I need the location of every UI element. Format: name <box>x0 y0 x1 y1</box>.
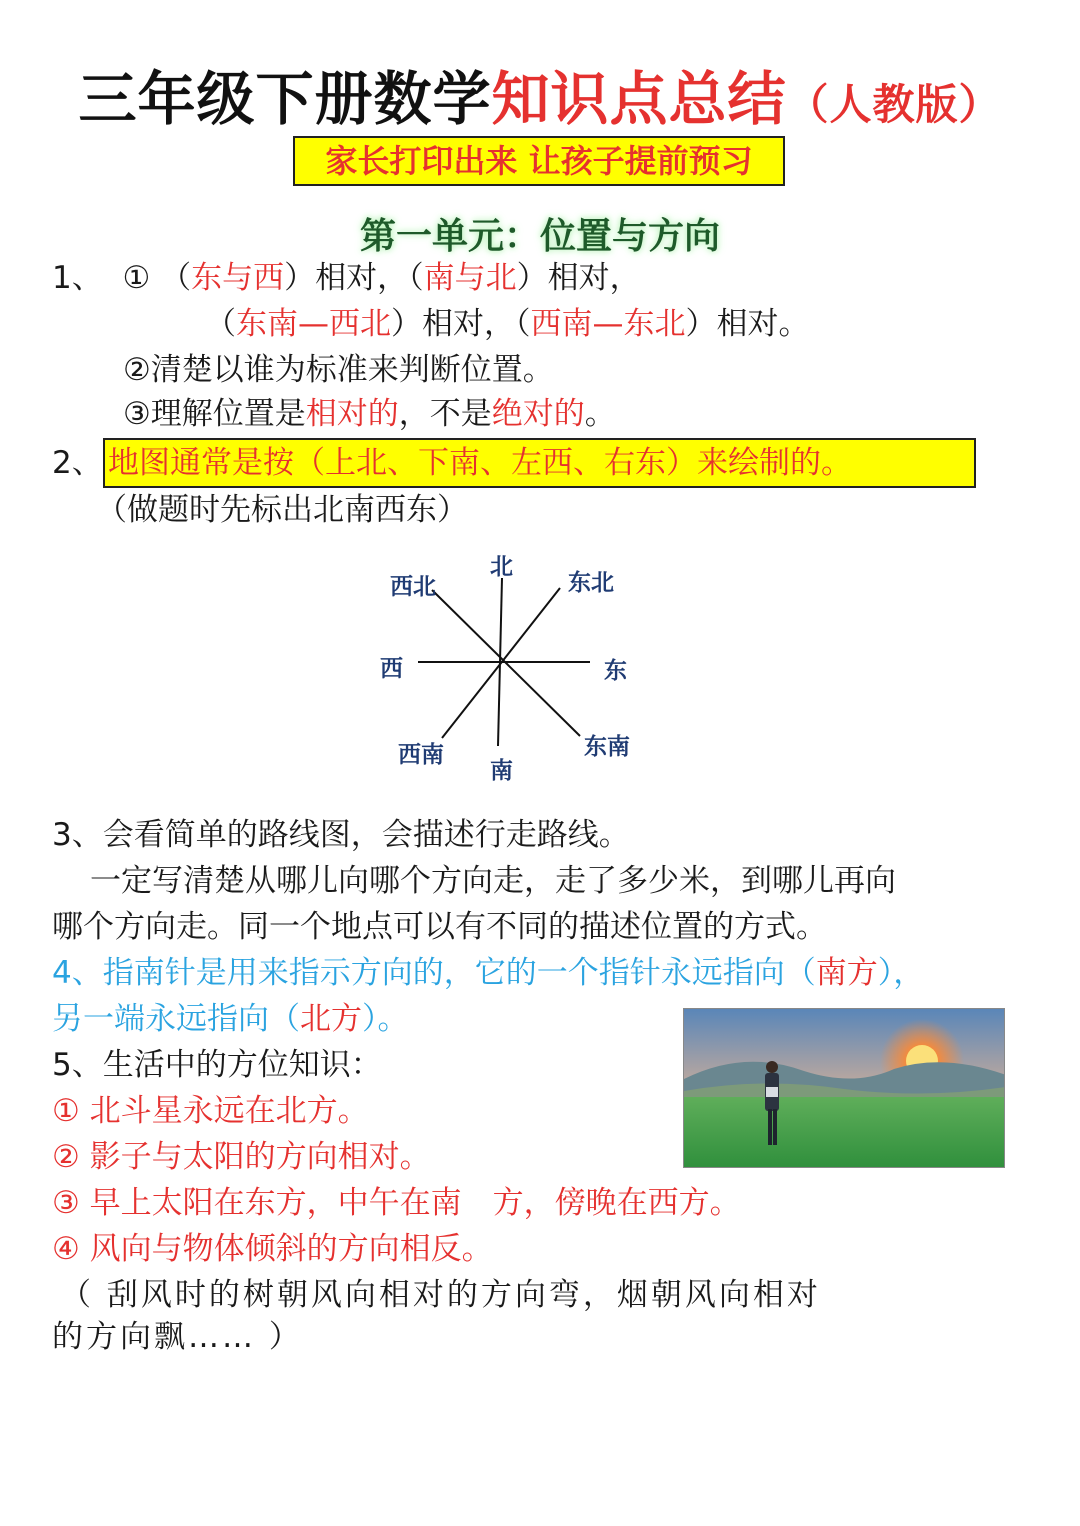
item1-line1 <box>52 258 641 298</box>
item1-text: 。 <box>584 396 616 432</box>
sunset-illustration <box>683 1008 1005 1168</box>
item5-point1: ① 北斗星永远在北方。 <box>52 1093 369 1129</box>
item1-line2 <box>205 304 810 344</box>
item1-text: ）相对。 <box>685 306 810 342</box>
item1-paren: （ <box>160 260 192 296</box>
title-black: 三年级下册数学 <box>78 65 492 133</box>
compass-diagram <box>370 540 650 784</box>
item3-line2: 一定写清楚从哪儿向哪个方向走，走了多少米，到哪儿再向 <box>90 863 896 899</box>
item1-point3 <box>123 394 616 434</box>
item4-line1 <box>52 953 924 993</box>
compass-south: 南 <box>490 757 513 784</box>
title-red: 知识点总结 <box>491 65 787 133</box>
preview-banner: 家长打印出来 让孩子提前预习 <box>293 136 785 186</box>
item1-text: ③理解位置是 <box>123 396 306 432</box>
item1-text: ，不是 <box>398 396 492 432</box>
item3-line3: 哪个方向走。同一个地点可以有不同的描述位置的方式。 <box>52 909 827 945</box>
compass-northeast: 东北 <box>568 569 614 596</box>
compass-north: 北 <box>490 553 513 580</box>
answer-south: 南方 <box>815 955 878 991</box>
item5-point4: ④ 风向与物体倾斜的方向相反。 <box>52 1231 493 1267</box>
item2-note: （做题时先标出北南西东） <box>96 492 468 528</box>
compass-northwest: 西北 <box>390 573 436 600</box>
item4-line2 <box>52 999 409 1039</box>
item5-heading: 5、生活中的方位知识： <box>52 1047 382 1083</box>
item1-text: ）相对，（ <box>391 306 531 342</box>
answer-relative: 相对的 <box>305 396 399 432</box>
item4-text: 4、指南针是用来指示方向的，它的一个指针永远指向（ <box>52 955 816 991</box>
sunset-scene-svg <box>684 1009 1005 1168</box>
item4-text: ）。 <box>362 1001 409 1037</box>
compass-east: 东 <box>604 657 627 684</box>
item5-note-line2: 的方向飘…… ） <box>52 1319 303 1355</box>
unit-heading: 第一单元：位置与方向 <box>359 216 720 257</box>
item1-text: ）相对，（ <box>284 260 424 296</box>
item4-text: 另一端永远指向（ <box>52 1001 300 1037</box>
title-edition: （人教版） <box>786 80 1002 129</box>
item1-num: 1、 <box>52 260 103 296</box>
answer-east-west: 东与西 <box>191 260 285 296</box>
answer-north: 北方 <box>300 1001 362 1037</box>
compass-west: 西 <box>380 655 403 682</box>
item2-map-rule: 地图通常是按（上北、下南、左西、右东）来绘制的。 <box>108 445 852 481</box>
item2-num: 2、 <box>52 445 103 481</box>
page-title <box>0 52 1080 136</box>
item1-text: ）相对， <box>516 260 641 296</box>
answer-se-nw: 东南—西北 <box>236 306 391 342</box>
grassland <box>684 1097 1005 1168</box>
answer-absolute: 绝对的 <box>491 396 585 432</box>
item5-note-line1: （ 刮风时的树朝风向相对的方向弯，烟朝风向相对 <box>60 1277 821 1313</box>
item1-circled-1: ① <box>122 260 151 296</box>
item5-point2: ② 影子与太阳的方向相对。 <box>52 1139 431 1175</box>
compass-southwest: 西南 <box>398 741 444 768</box>
item3-line1: 3、会看简单的路线图，会描述行走路线。 <box>52 817 630 853</box>
compass-southeast: 东南 <box>584 733 630 760</box>
item4-text: ）， <box>877 955 925 991</box>
answer-south-north: 南与北 <box>423 260 517 296</box>
item1-point2: ②清楚以谁为标准来判断位置。 <box>123 352 554 388</box>
answer-sw-ne: 西南—东北 <box>530 306 686 342</box>
item1-paren: （ <box>205 306 236 342</box>
item5-point3: ③ 早上太阳在东方，中午在南 方，傍晚在西方。 <box>52 1185 741 1221</box>
